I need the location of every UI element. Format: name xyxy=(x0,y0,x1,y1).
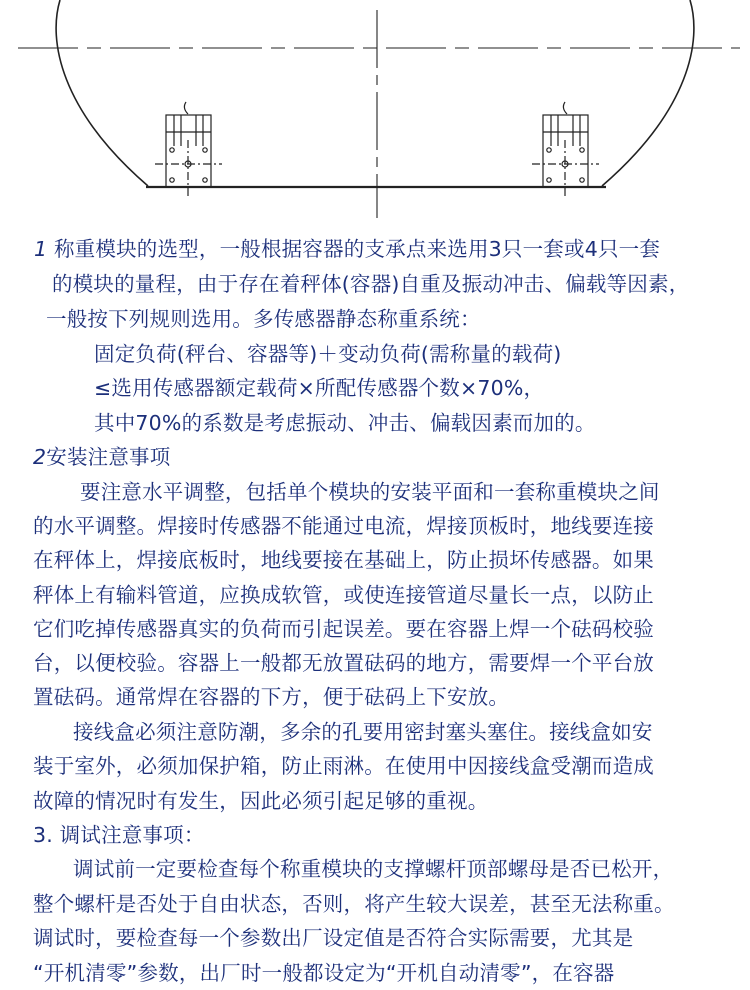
paragraph-line: 装于室外，必须加保护箱，防止雨淋。在使用中因接线盒受潮而造成 xyxy=(33,754,654,778)
left-weighing-module xyxy=(155,102,222,196)
right-weighing-module xyxy=(532,102,599,196)
paragraph-line: 它们吃掉传感器真实的负荷而引起误差。要在容器上焊一个砝码校验 xyxy=(33,617,654,641)
tank-weighing-module-drawing xyxy=(0,0,750,225)
paragraph-line: 调试前一定要检查每个称重模块的支撑螺杆顶部螺母是否已松开， xyxy=(73,857,674,881)
tank-outline-right xyxy=(602,0,694,186)
paragraph-line: 接线盒必须注意防潮，多余的孔要用密封塞头塞住。接线盒如安 xyxy=(73,720,653,744)
formula-line: 其中70%的系数是考虑振动、冲击、偏载因素而加的。 xyxy=(94,411,596,435)
section-number: 2 xyxy=(33,445,47,469)
paragraph-line: 一般按下列规则选用。多传感器静态称重系统： xyxy=(46,307,481,331)
formula-line: ≤选用传感器额定载荷×所配传感器个数×70%， xyxy=(94,376,545,400)
paragraph-line: 的水平调整。焊接时传感器不能通过电流，焊接顶板时，地线要连接 xyxy=(33,514,654,538)
tank-outline xyxy=(56,0,148,186)
paragraph-line: 故障的情况时有发生，因此必须引起足够的重视。 xyxy=(33,789,489,813)
paragraph-line: 调试时，要检查每一个参数出厂设定值是否符合实际需要，尤其是 xyxy=(33,926,634,950)
paragraph-line: 要注意水平调整，包括单个模块的安装平面和一套称重模块之间 xyxy=(80,480,660,504)
section-heading: 2安装注意事项 xyxy=(33,445,171,469)
paragraph-line: 在秤体上，焊接底板时，地线要接在基础上，防止损坏传感器。如果 xyxy=(33,548,654,572)
paragraph-line: 的模块的量程，由于存在着秤体(容器)自重及振动冲击、偏载等因素， xyxy=(52,272,690,296)
section-number: 1 xyxy=(34,237,48,261)
paragraph-line: 置砝码。通常焊在容器的下方，便于砝码上下安放。 xyxy=(33,685,510,709)
paragraph-line: “开机清零”参数，出厂时一般都设定为“开机自动清零”，在容器 xyxy=(33,961,615,985)
paragraph-line: 秤体上有输料管道，应换成软管，或使连接管道尽量长一点，以防止 xyxy=(33,583,654,607)
paragraph-line: 1 称重模块的选型，一般根据容器的支承点来选用3只一套或4只一套 xyxy=(34,237,661,261)
formula-line: 固定负荷(秤台、容器等)＋变动负荷(需称量的载荷) xyxy=(94,342,562,366)
paragraph-line: 整个螺杆是否处于自由状态，否则，将产生较大误差，甚至无法称重。 xyxy=(33,892,675,916)
paragraph-line: 台，以便校验。容器上一般都无放置砝码的地方，需要焊一个平台放 xyxy=(33,651,654,675)
section-heading: 3. 调试注意事项： xyxy=(33,823,205,847)
